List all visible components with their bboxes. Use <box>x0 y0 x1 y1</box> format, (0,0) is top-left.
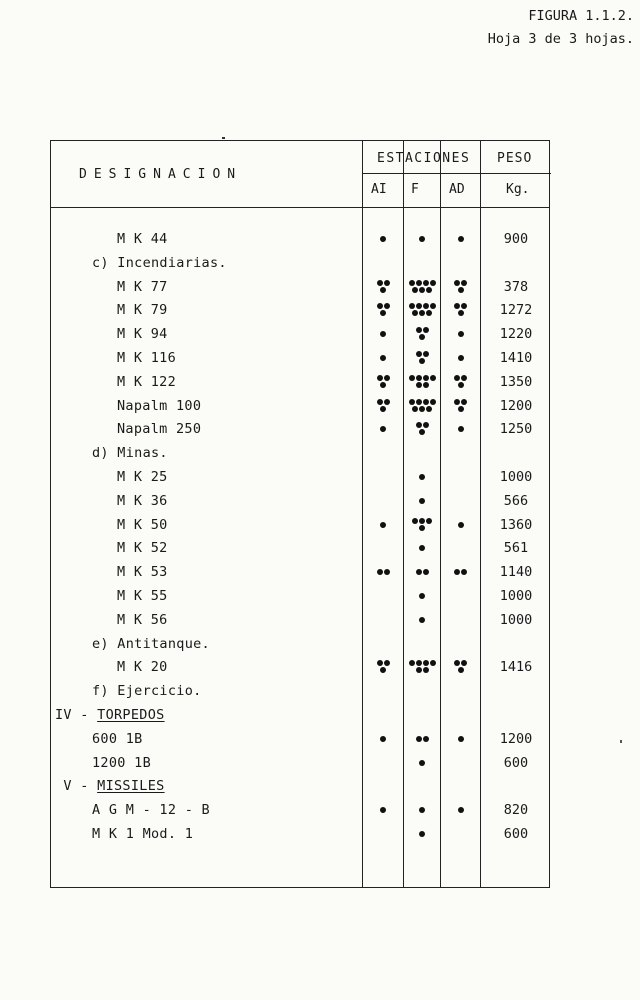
designation-text: d) Minas. <box>92 445 168 462</box>
designation-text: IV - <box>55 707 98 723</box>
designation-label <box>117 348 176 368</box>
station-dot <box>419 525 425 531</box>
station-dot <box>409 660 415 666</box>
station-ad-dots <box>441 657 480 677</box>
station-dot <box>384 303 390 309</box>
station-f-dots <box>404 491 440 511</box>
designation-label <box>92 443 168 463</box>
station-dot <box>380 522 386 528</box>
table-row <box>51 372 549 396</box>
designation-text: M K 94 <box>117 326 168 343</box>
station-ai-dots <box>363 229 403 249</box>
station-dot <box>423 569 429 575</box>
station-dot <box>458 807 464 813</box>
station-ai-dots <box>363 277 403 297</box>
station-dot <box>380 355 386 361</box>
station-dot <box>380 807 386 813</box>
header-designacion: DESIGNACION <box>79 167 243 182</box>
table-row <box>51 515 549 539</box>
station-ai-dots <box>363 729 403 749</box>
header-f: F <box>411 182 419 197</box>
table-row <box>51 419 549 443</box>
station-ad-dots <box>441 562 480 582</box>
station-f-dots <box>404 324 440 344</box>
weight-value: 561 <box>503 540 529 557</box>
designation-label <box>55 776 165 796</box>
header-ad: AD <box>449 182 465 197</box>
station-ai-dots <box>363 300 403 320</box>
station-dot <box>377 660 383 666</box>
station-dot <box>454 303 460 309</box>
station-ad-dots <box>441 324 480 344</box>
station-dot <box>377 303 383 309</box>
station-dot <box>377 569 383 575</box>
station-dot <box>380 310 386 316</box>
station-ai-dots <box>363 372 403 392</box>
header-divider <box>51 207 549 208</box>
station-dot <box>458 382 464 388</box>
station-dot <box>377 399 383 405</box>
section-title: TORPEDOS <box>97 707 165 723</box>
station-dot <box>458 287 464 293</box>
station-dot <box>419 310 425 316</box>
station-f-dots <box>404 538 440 558</box>
weight-value: 600 <box>503 754 529 771</box>
station-ad-dots <box>441 800 480 820</box>
station-ai-dots <box>363 348 403 368</box>
table-row <box>51 634 549 658</box>
station-dot <box>419 831 425 837</box>
designation-label <box>117 324 168 344</box>
station-dot <box>419 498 425 504</box>
station-dot <box>423 375 429 381</box>
station-dot <box>377 280 383 286</box>
designation-text: M K 50 <box>117 516 168 533</box>
designation-label <box>92 253 227 273</box>
designation-text: V - <box>55 778 98 795</box>
designation-label <box>117 467 168 487</box>
station-ai-dots <box>363 657 403 677</box>
figure-number: FIGURA 1.1.2. <box>528 8 634 24</box>
station-dot <box>423 660 429 666</box>
table-row <box>51 681 549 705</box>
weight-value: 1250 <box>499 421 533 438</box>
station-dot <box>458 310 464 316</box>
station-dot <box>416 375 422 381</box>
designation-label <box>117 300 168 320</box>
station-f-dots <box>404 753 440 773</box>
station-dot <box>419 617 425 623</box>
station-dot <box>419 545 425 551</box>
designation-label <box>117 515 168 535</box>
designation-text: M K 79 <box>117 302 168 319</box>
station-f-dots <box>404 729 440 749</box>
weight-value: 900 <box>503 231 529 247</box>
table-row <box>51 300 549 324</box>
station-dot <box>419 760 425 766</box>
station-dot <box>416 399 422 405</box>
station-dot <box>409 399 415 405</box>
station-dot <box>458 522 464 528</box>
station-ad-dots <box>441 515 480 535</box>
designation-label <box>92 753 151 773</box>
station-f-dots <box>404 229 440 249</box>
station-dot <box>416 382 422 388</box>
table-row <box>51 586 549 610</box>
designation-text: Napalm 250 <box>117 421 202 438</box>
table-row <box>51 491 549 515</box>
station-f-dots <box>404 419 440 439</box>
station-ad-dots <box>441 419 480 439</box>
table-row <box>51 348 549 372</box>
station-f-dots <box>404 372 440 392</box>
figure-header <box>488 5 634 51</box>
station-dot <box>461 280 467 286</box>
station-f-dots <box>404 396 440 416</box>
station-dot <box>454 375 460 381</box>
table-row <box>51 800 549 824</box>
table-row <box>51 705 549 729</box>
station-dot <box>409 280 415 286</box>
station-dot <box>430 660 436 666</box>
table-row <box>51 824 549 848</box>
station-f-dots <box>404 277 440 297</box>
section-title: MISSILES <box>97 778 165 795</box>
table-row <box>51 277 549 301</box>
table-row <box>51 253 549 277</box>
weight-value: 1140 <box>499 564 533 581</box>
designation-text: M K 77 <box>117 278 168 295</box>
station-dot <box>416 667 422 673</box>
station-dot <box>423 736 429 742</box>
designation-text: M K 52 <box>117 540 168 557</box>
station-dot <box>423 280 429 286</box>
station-dot <box>458 355 464 361</box>
designation-label <box>117 277 168 297</box>
station-dot <box>454 660 460 666</box>
station-dot <box>412 406 418 412</box>
station-dot <box>423 351 429 357</box>
scan-mark <box>222 137 225 139</box>
designation-label <box>117 491 168 511</box>
stores-table <box>50 140 550 888</box>
station-ai-dots <box>363 562 403 582</box>
station-ai-dots <box>363 800 403 820</box>
station-dot <box>461 569 467 575</box>
table-row <box>51 324 549 348</box>
designation-text: M K 122 <box>117 373 176 390</box>
station-dot <box>377 375 383 381</box>
table-row <box>51 467 549 491</box>
header-peso: PESO <box>497 151 533 166</box>
station-ad-dots <box>441 396 480 416</box>
station-dot <box>419 406 425 412</box>
designation-label <box>117 538 168 558</box>
weight-value: 600 <box>503 826 529 842</box>
station-dot <box>412 287 418 293</box>
station-dot <box>384 660 390 666</box>
station-dot <box>426 518 432 524</box>
weight-value: 1000 <box>499 611 533 628</box>
table-row <box>51 443 549 467</box>
station-dot <box>384 375 390 381</box>
station-ad-dots <box>441 729 480 749</box>
station-dot <box>380 426 386 432</box>
table-row <box>51 657 549 681</box>
station-dot <box>419 593 425 599</box>
designation-label <box>92 681 202 701</box>
station-dot <box>384 280 390 286</box>
station-dot <box>423 422 429 428</box>
designation-text: A G M - 12 - B <box>92 802 210 819</box>
designation-text: M K 55 <box>117 588 168 604</box>
designation-label <box>55 705 165 725</box>
station-dot <box>416 303 422 309</box>
station-ad-dots <box>441 300 480 320</box>
station-dot <box>380 736 386 742</box>
weight-value: 1200 <box>499 397 533 414</box>
designation-label <box>117 396 201 416</box>
station-dot <box>454 399 460 405</box>
weight-value: 1350 <box>499 373 533 390</box>
station-f-dots <box>404 300 440 320</box>
station-dot <box>419 334 425 340</box>
weight-value: 378 <box>503 278 529 295</box>
station-dot <box>426 287 432 293</box>
designation-label <box>117 229 168 249</box>
station-ad-dots <box>441 229 480 249</box>
station-dot <box>419 358 425 364</box>
station-f-dots <box>404 467 440 487</box>
designation-label <box>92 800 210 820</box>
station-dot <box>419 474 425 480</box>
station-dot <box>416 327 422 333</box>
station-f-dots <box>404 800 440 820</box>
header-estaciones: ESTACIONES <box>377 151 471 166</box>
designation-label <box>117 562 168 582</box>
station-dot <box>416 422 422 428</box>
station-f-dots <box>404 657 440 677</box>
station-dot <box>423 382 429 388</box>
station-dot <box>380 382 386 388</box>
table-row <box>51 229 549 253</box>
station-dot <box>419 518 425 524</box>
station-f-dots <box>404 824 440 844</box>
station-f-dots <box>404 610 440 630</box>
station-dot <box>419 429 425 435</box>
weight-value: 1416 <box>499 659 533 676</box>
table-row <box>51 776 549 800</box>
weight-value: 566 <box>503 492 529 509</box>
station-dot <box>426 406 432 412</box>
station-dot <box>454 569 460 575</box>
station-dot <box>380 406 386 412</box>
station-f-dots <box>404 562 440 582</box>
table-row <box>51 396 549 420</box>
station-dot <box>416 736 422 742</box>
header-subdivider <box>362 173 551 174</box>
station-dot <box>423 399 429 405</box>
designation-text: e) Antitanque. <box>92 635 210 652</box>
designation-label <box>117 610 168 630</box>
station-ai-dots <box>363 515 403 535</box>
station-dot <box>412 310 418 316</box>
station-dot <box>458 667 464 673</box>
station-dot <box>409 303 415 309</box>
header-ai: AI <box>371 182 387 197</box>
designation-text: M K 56 <box>117 611 168 628</box>
station-ad-dots <box>441 277 480 297</box>
table-row <box>51 729 549 753</box>
station-dot <box>461 399 467 405</box>
station-dot <box>430 303 436 309</box>
station-dot <box>416 569 422 575</box>
station-dot <box>454 280 460 286</box>
designation-text: c) Incendiarias. <box>92 254 227 271</box>
designation-label <box>92 824 193 844</box>
designation-text: M K 1 Mod. 1 <box>92 826 194 842</box>
designation-label <box>117 586 168 606</box>
designation-text: M K 116 <box>117 350 176 366</box>
weight-value: 1410 <box>499 350 533 366</box>
station-dot <box>416 351 422 357</box>
designation-text: M K 25 <box>117 469 168 485</box>
station-dot <box>426 310 432 316</box>
station-dot <box>430 280 436 286</box>
table-row <box>51 538 549 562</box>
station-dot <box>380 287 386 293</box>
station-dot <box>458 426 464 432</box>
station-dot <box>416 660 422 666</box>
station-dot <box>458 331 464 337</box>
station-dot <box>430 399 436 405</box>
station-dot <box>384 399 390 405</box>
station-dot <box>430 375 436 381</box>
designation-label <box>92 634 210 654</box>
designation-label <box>92 729 143 749</box>
weight-value: 820 <box>503 802 529 819</box>
table-row <box>51 610 549 634</box>
station-dot <box>423 303 429 309</box>
station-dot <box>380 331 386 337</box>
station-ad-dots <box>441 372 480 392</box>
station-dot <box>419 807 425 813</box>
station-ad-dots <box>441 348 480 368</box>
station-f-dots <box>404 348 440 368</box>
designation-text: 1200 1B <box>92 754 151 771</box>
station-dot <box>380 667 386 673</box>
station-dot <box>412 518 418 524</box>
station-dot <box>380 236 386 242</box>
designation-label <box>117 419 201 439</box>
station-dot <box>461 303 467 309</box>
scan-mark-edge <box>620 740 622 743</box>
station-dot <box>419 236 425 242</box>
table-row <box>51 753 549 777</box>
station-dot <box>458 236 464 242</box>
weight-value: 1000 <box>499 469 533 485</box>
designation-label <box>117 372 176 392</box>
station-f-dots <box>404 586 440 606</box>
station-ai-dots <box>363 324 403 344</box>
header-kg: Kg. <box>506 182 530 197</box>
station-dot <box>409 375 415 381</box>
station-dot <box>458 736 464 742</box>
designation-text: Napalm 100 <box>117 397 202 414</box>
designation-text: M K 53 <box>117 564 168 581</box>
station-dot <box>423 667 429 673</box>
designation-text: M K 44 <box>117 231 168 247</box>
station-ai-dots <box>363 419 403 439</box>
designation-text: 600 1B <box>92 730 143 747</box>
weight-value: 1000 <box>499 588 533 604</box>
station-dot <box>461 660 467 666</box>
weight-value: 1200 <box>499 730 533 747</box>
weight-value: 1220 <box>499 326 533 343</box>
sheet-number: Hoja 3 de 3 hojas. <box>487 31 634 47</box>
station-dot <box>423 327 429 333</box>
station-dot <box>458 406 464 412</box>
designation-label <box>117 657 168 677</box>
station-dot <box>416 280 422 286</box>
station-ai-dots <box>363 396 403 416</box>
designation-text: M K 36 <box>117 492 168 509</box>
designation-text: f) Ejercicio. <box>92 683 202 700</box>
station-f-dots <box>404 515 440 535</box>
table-row <box>51 562 549 586</box>
weight-value: 1272 <box>499 302 533 319</box>
station-dot <box>384 569 390 575</box>
weight-value: 1360 <box>499 516 533 533</box>
station-dot <box>461 375 467 381</box>
designation-text: M K 20 <box>117 659 168 676</box>
station-dot <box>419 287 425 293</box>
